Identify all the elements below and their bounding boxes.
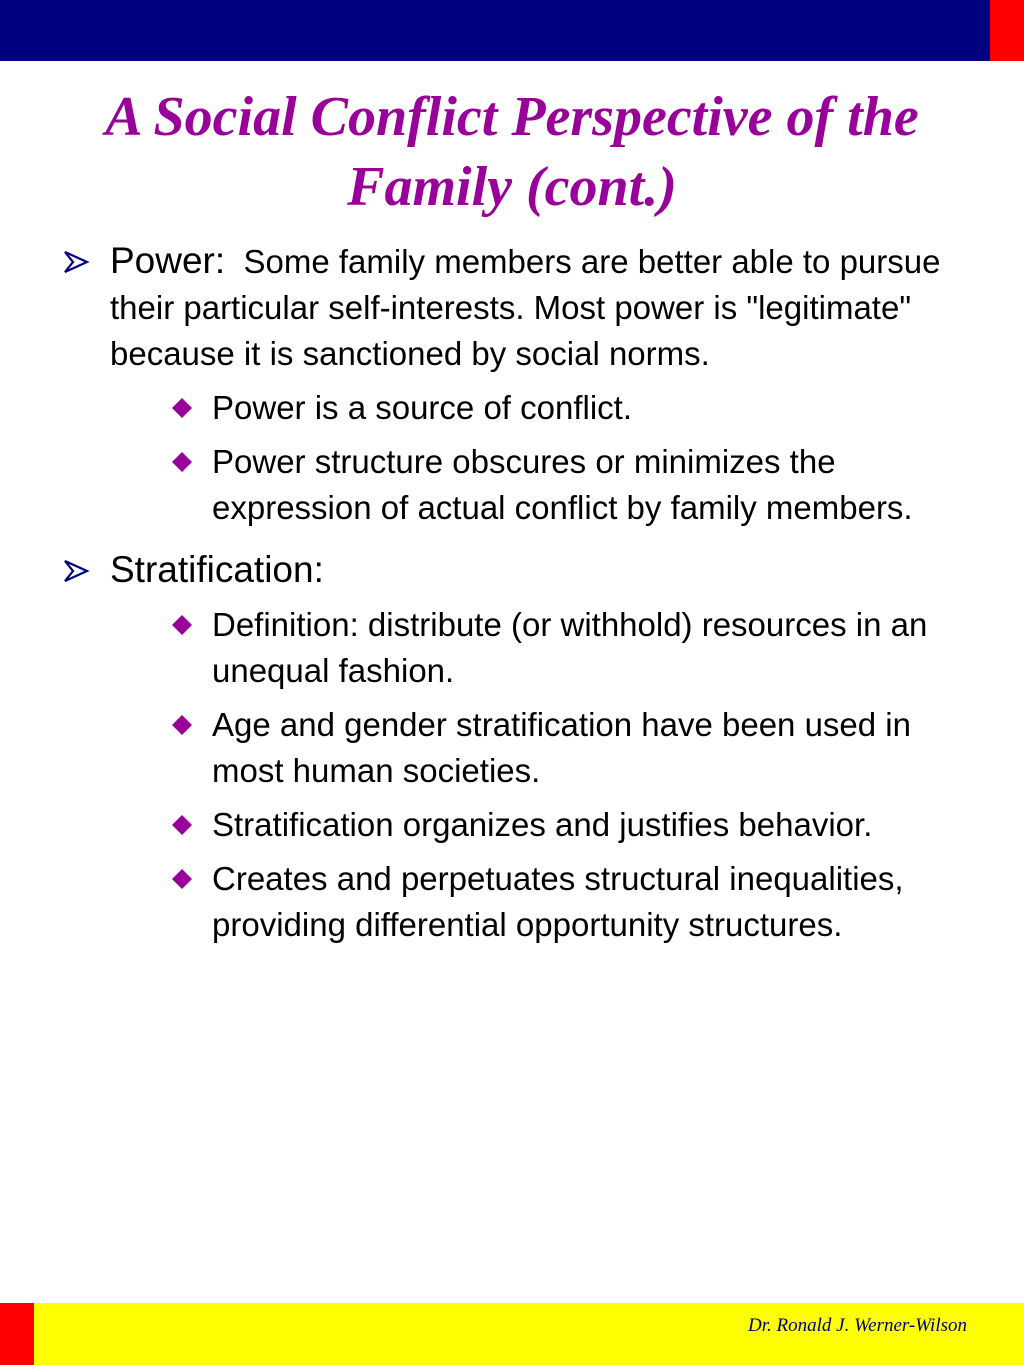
diamond-bullet-icon xyxy=(171,802,193,848)
sub-bullet-text: Definition: distribute (or withhold) resources in an unequal fashion. xyxy=(212,606,928,689)
slide-title: A Social Conflict Perspective of the Family (cont.) xyxy=(105,86,919,218)
sub-bullet-text: Power structure obscures or minimizes the expression of actual conflict by family members. xyxy=(212,443,913,526)
sub-bullet xyxy=(171,602,962,694)
diamond-bullet-icon xyxy=(171,439,193,485)
bullet-lead: Power: xyxy=(110,240,226,281)
sub-bullet-text: Creates and perpetuates structural inequalities, providing differential opportunity structures. xyxy=(212,860,904,943)
arrowhead-bullet-icon xyxy=(62,547,92,593)
diamond-bullet-icon xyxy=(171,385,193,431)
bullet-text: Some family members are better able to pursue their particular self-interests. Most power is "legitimate" because it is sanctioned by social norms. xyxy=(110,243,941,372)
top-accent-bar xyxy=(990,0,1024,61)
sub-bullet-text: Power is a source of conflict. xyxy=(212,389,633,426)
sub-bullet xyxy=(171,385,962,431)
diamond-bullet-icon xyxy=(171,702,193,748)
top-band xyxy=(0,0,1024,61)
bullet-power xyxy=(62,238,962,377)
diamond-bullet-icon xyxy=(171,856,193,902)
sub-bullet xyxy=(171,802,962,848)
diamond-bullet-icon xyxy=(171,602,193,648)
bottom-accent-bar xyxy=(0,1303,34,1365)
slide-body xyxy=(62,238,962,948)
sub-bullet-text: Stratification organizes and justifies behavior. xyxy=(212,806,873,843)
bullet-lead: Stratification: xyxy=(110,549,324,590)
sub-bullet xyxy=(171,702,962,794)
sub-bullet xyxy=(171,439,962,531)
sub-bullet xyxy=(171,856,962,948)
footer-author: Dr. Ronald J. Werner-Wilson xyxy=(748,1315,967,1336)
arrowhead-bullet-icon xyxy=(62,238,92,284)
bullet-stratification xyxy=(62,547,962,594)
sub-bullet-text: Age and gender stratification have been used in most human societies. xyxy=(212,706,911,789)
